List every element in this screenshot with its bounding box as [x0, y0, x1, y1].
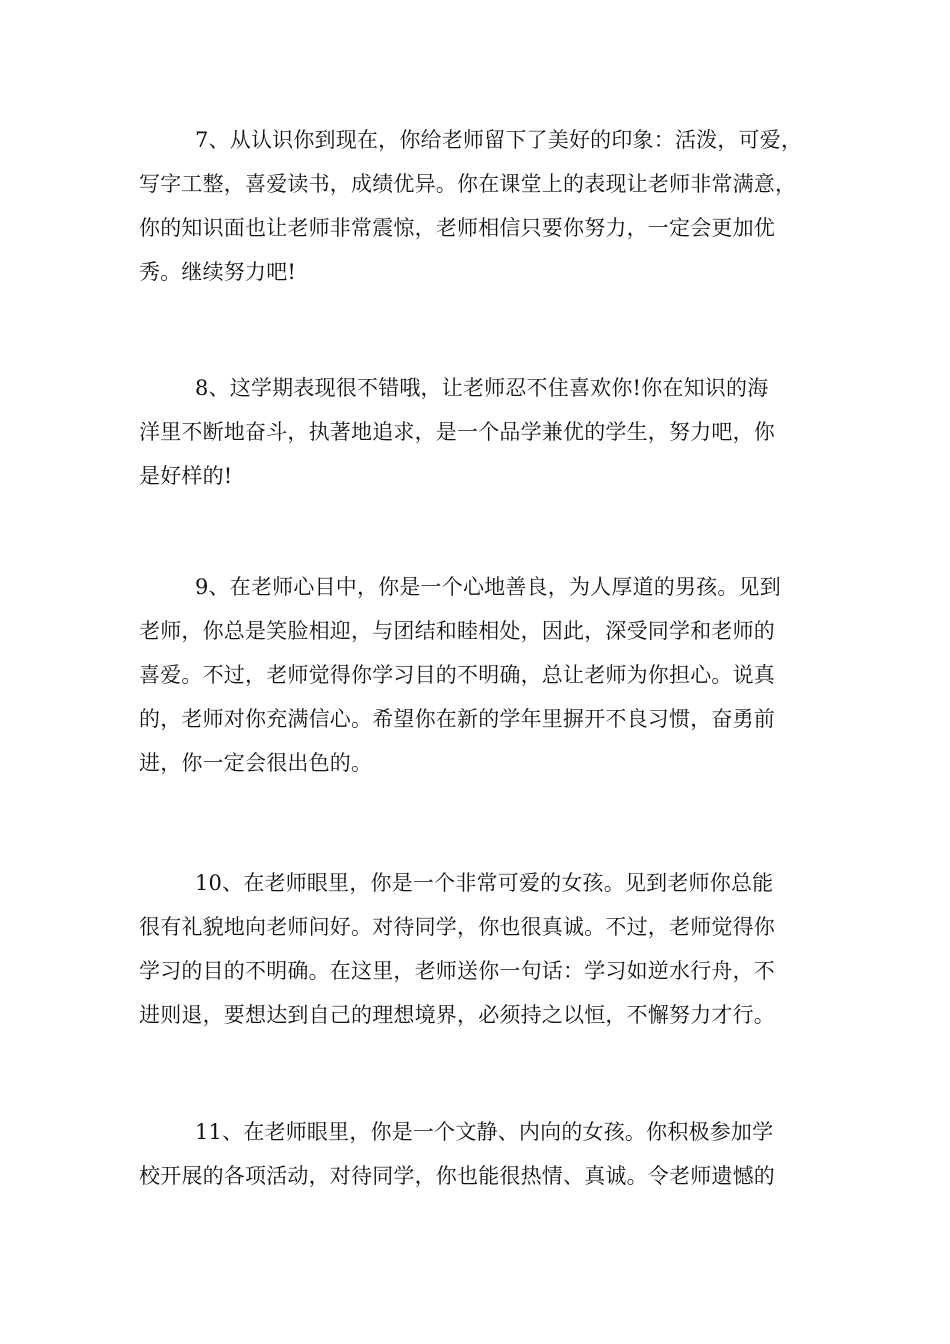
paragraph-line: 秀。继续努力吧! — [139, 260, 297, 284]
paragraph-line: 学习的目的不明确。在这里，老师送你一句话：学习如逆水行舟，不 — [139, 959, 775, 983]
comment-paragraph-7 — [139, 118, 802, 294]
comment-paragraph-10 — [139, 861, 775, 1037]
paragraph-line: 你的知识面也让老师非常震惊，老师相信只要你努力，一定会更加优 — [139, 216, 775, 240]
paragraph-line: 是好样的! — [139, 464, 233, 488]
paragraph-line: 校开展的各项活动，对待同学，你也能很热情、真诚。令老师遗憾的 — [139, 1164, 775, 1188]
comment-paragraph-9 — [139, 565, 781, 785]
paragraph-line: 11、在老师眼里，你是一个文静、内向的女孩。你积极参加学 — [195, 1120, 774, 1144]
paragraph-line: 8、这学期表现很不错哦，让老师忍不住喜欢你!你在知识的海 — [195, 376, 769, 400]
paragraph-line: 9、在老师心目中，你是一个心地善良，为人厚道的男孩。见到 — [195, 575, 781, 599]
paragraph-line: 的，老师对你充满信心。希望你在新的学年里摒开不良习惯，奋勇前 — [139, 707, 775, 731]
paragraph-line: 10、在老师眼里，你是一个非常可爱的女孩。见到老师你总能 — [195, 871, 774, 895]
paragraph-line: 老师，你总是笑脸相迎，与团结和睦相处，因此，深受同学和老师的 — [139, 619, 775, 643]
paragraph-line: 7、从认识你到现在，你给老师留下了美好的印象：活泼，可爱， — [195, 128, 803, 152]
paragraph-line: 很有礼貌地向老师问好。对待同学，你也很真诚。不过，老师觉得你 — [139, 915, 775, 939]
paragraph-line: 写字工整，喜爱读书，成绩优异。你在课堂上的表现让老师非常满意， — [139, 172, 797, 196]
comment-paragraph-8 — [139, 366, 775, 498]
paragraph-line: 进，你一定会很出色的。 — [139, 751, 373, 775]
paragraph-line: 进则退，要想达到自己的理想境界，必须持之以恒，不懈努力才行。 — [139, 1003, 775, 1027]
paragraph-line: 洋里不断地奋斗，执著地追求，是一个品学兼优的学生，努力吧，你 — [139, 420, 775, 444]
paragraph-line: 喜爱。不过，老师觉得你学习目的不明确，总让老师为你担心。说真 — [139, 663, 775, 687]
comment-paragraph-11 — [139, 1110, 775, 1198]
